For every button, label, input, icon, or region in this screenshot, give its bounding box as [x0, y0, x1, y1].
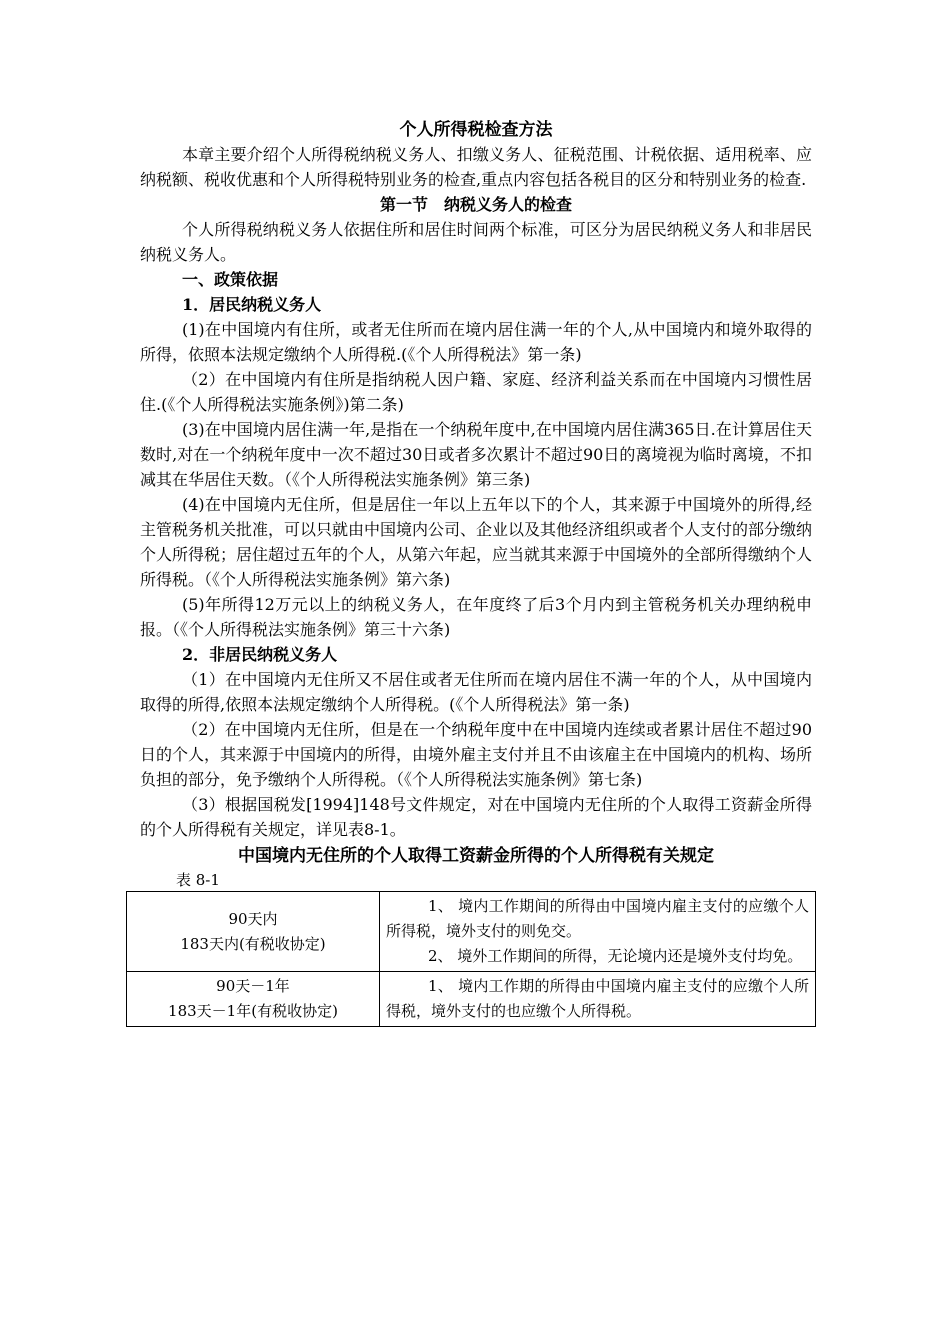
period-line: 90天－1年: [216, 977, 290, 995]
nonresident-item-1: （1）在中国境内无住所又不居住或者无住所而在境内居住不满一年的个人，从中国境内取得的所得,依照本法规定缴纳个人所得税。(《个人所得税法》第一条): [140, 670, 812, 714]
resident-heading: 1．居民纳税义务人: [182, 295, 322, 314]
nonresident-item-3: （3）根据国税发[1994]148号文件规定，对在中国境内无住所的个人取得工资薪金所得的个人所得税有关规定，详见表8-1。: [140, 795, 812, 839]
nonresident-heading: 2．非居民纳税义务人: [182, 645, 338, 664]
table-title: 中国境内无住所的个人取得工资薪金所得的个人所得税有关规定: [238, 846, 714, 866]
resident-item-1: (1)在中国境内有住所，或者无住所而在境内居住满一年的个人,从中国境内和境外取得的所得，依照本法规定缴纳个人所得税.(《个人所得税法》第一条): [140, 320, 812, 364]
table-cell-period: [127, 972, 380, 1027]
table-row: [127, 972, 816, 1027]
document-title: 个人所得税检查方法: [399, 120, 553, 140]
table-cell-period: [127, 892, 380, 972]
section-heading: 第一节 纳税义务人的检查: [379, 195, 572, 214]
rule-item: 1、 境内工作期的所得由中国境内雇主支付的应缴个人所得税，境外支付的也应缴个人所得税。: [386, 977, 809, 1020]
intro-paragraph: 本章主要介绍个人所得税纳税义务人、扣缴义务人、征税范围、计税依据、适用税率、应纳税额、税收优惠和个人所得税特别业务的检查,重点内容包括各税目的区分和特别业务的检查.: [140, 145, 812, 189]
resident-item-5: (5)年所得12万元以上的纳税义务人，在年度终了后3个月内到主管税务机关办理纳税申报。（《个人所得税法实施条例》第三十六条): [140, 595, 812, 639]
resident-item-2: （2）在中国境内有住所是指纳税人因户籍、家庭、经济利益关系而在中国境内习惯性居住.(《个人所得税法实施条例》)第二条): [140, 370, 812, 414]
nonresident-item-2: （2）在中国境内无住所，但是在一个纳税年度中在中国境内连续或者累计居住不超过90日的个人，其来源于中国境内的所得，由境外雇主支付并且不由该雇主在中国境内的机构、场所负担的部分，免予缴纳个人所得税。（《个人所得税法实施条例》第七条): [140, 720, 813, 789]
section-intro-paragraph: 个人所得税纳税义务人依据住所和居住时间两个标准，可区分为居民纳税义务人和非居民纳税义务人。: [140, 220, 812, 264]
resident-item-3: (3)在中国境内居住满一年,是指在一个纳税年度中,在中国境内居住满365日.在计算居住天数时,对在一个纳税年度中一次不超过30日或者多次累计不超过90日的离境视为临时离境，不扣减其在华居住天数。（《个人所得税法实施条例》第三条): [140, 420, 812, 489]
table-number: 表 8-1: [176, 871, 220, 889]
table-cell-rule: [380, 972, 816, 1027]
rule-item: 2、 境外工作期间的所得，无论境内还是境外支付均免。: [428, 947, 803, 965]
period-line: 183天－1年(有税收协定): [168, 1002, 338, 1020]
document-page: [140, 118, 812, 1027]
table-row: [127, 892, 816, 972]
rules-table: [126, 891, 816, 1027]
period-line: 90天内: [228, 909, 278, 928]
policy-heading: 一、政策依据: [182, 270, 279, 289]
rule-item: 1、 境内工作期间的所得由中国境内雇主支付的应缴个人所得税，境外支付的则免交。: [386, 897, 809, 940]
period-line: 183天内(有税收协定): [180, 934, 326, 953]
table-cell-rule: [380, 892, 816, 972]
resident-item-4: (4)在中国境内无住所，但是居住一年以上五年以下的个人，其来源于中国境外的所得,经主管税务机关批准，可以只就由中国境内公司、企业以及其他经济组织或者个人支付的部分缴纳个人所得税；居住超过五年的个人，从第六年起，应当就其来源于中国境外的全部所得缴纳个人所得税。（《个人所得税法实施条例》第六条): [140, 495, 813, 589]
